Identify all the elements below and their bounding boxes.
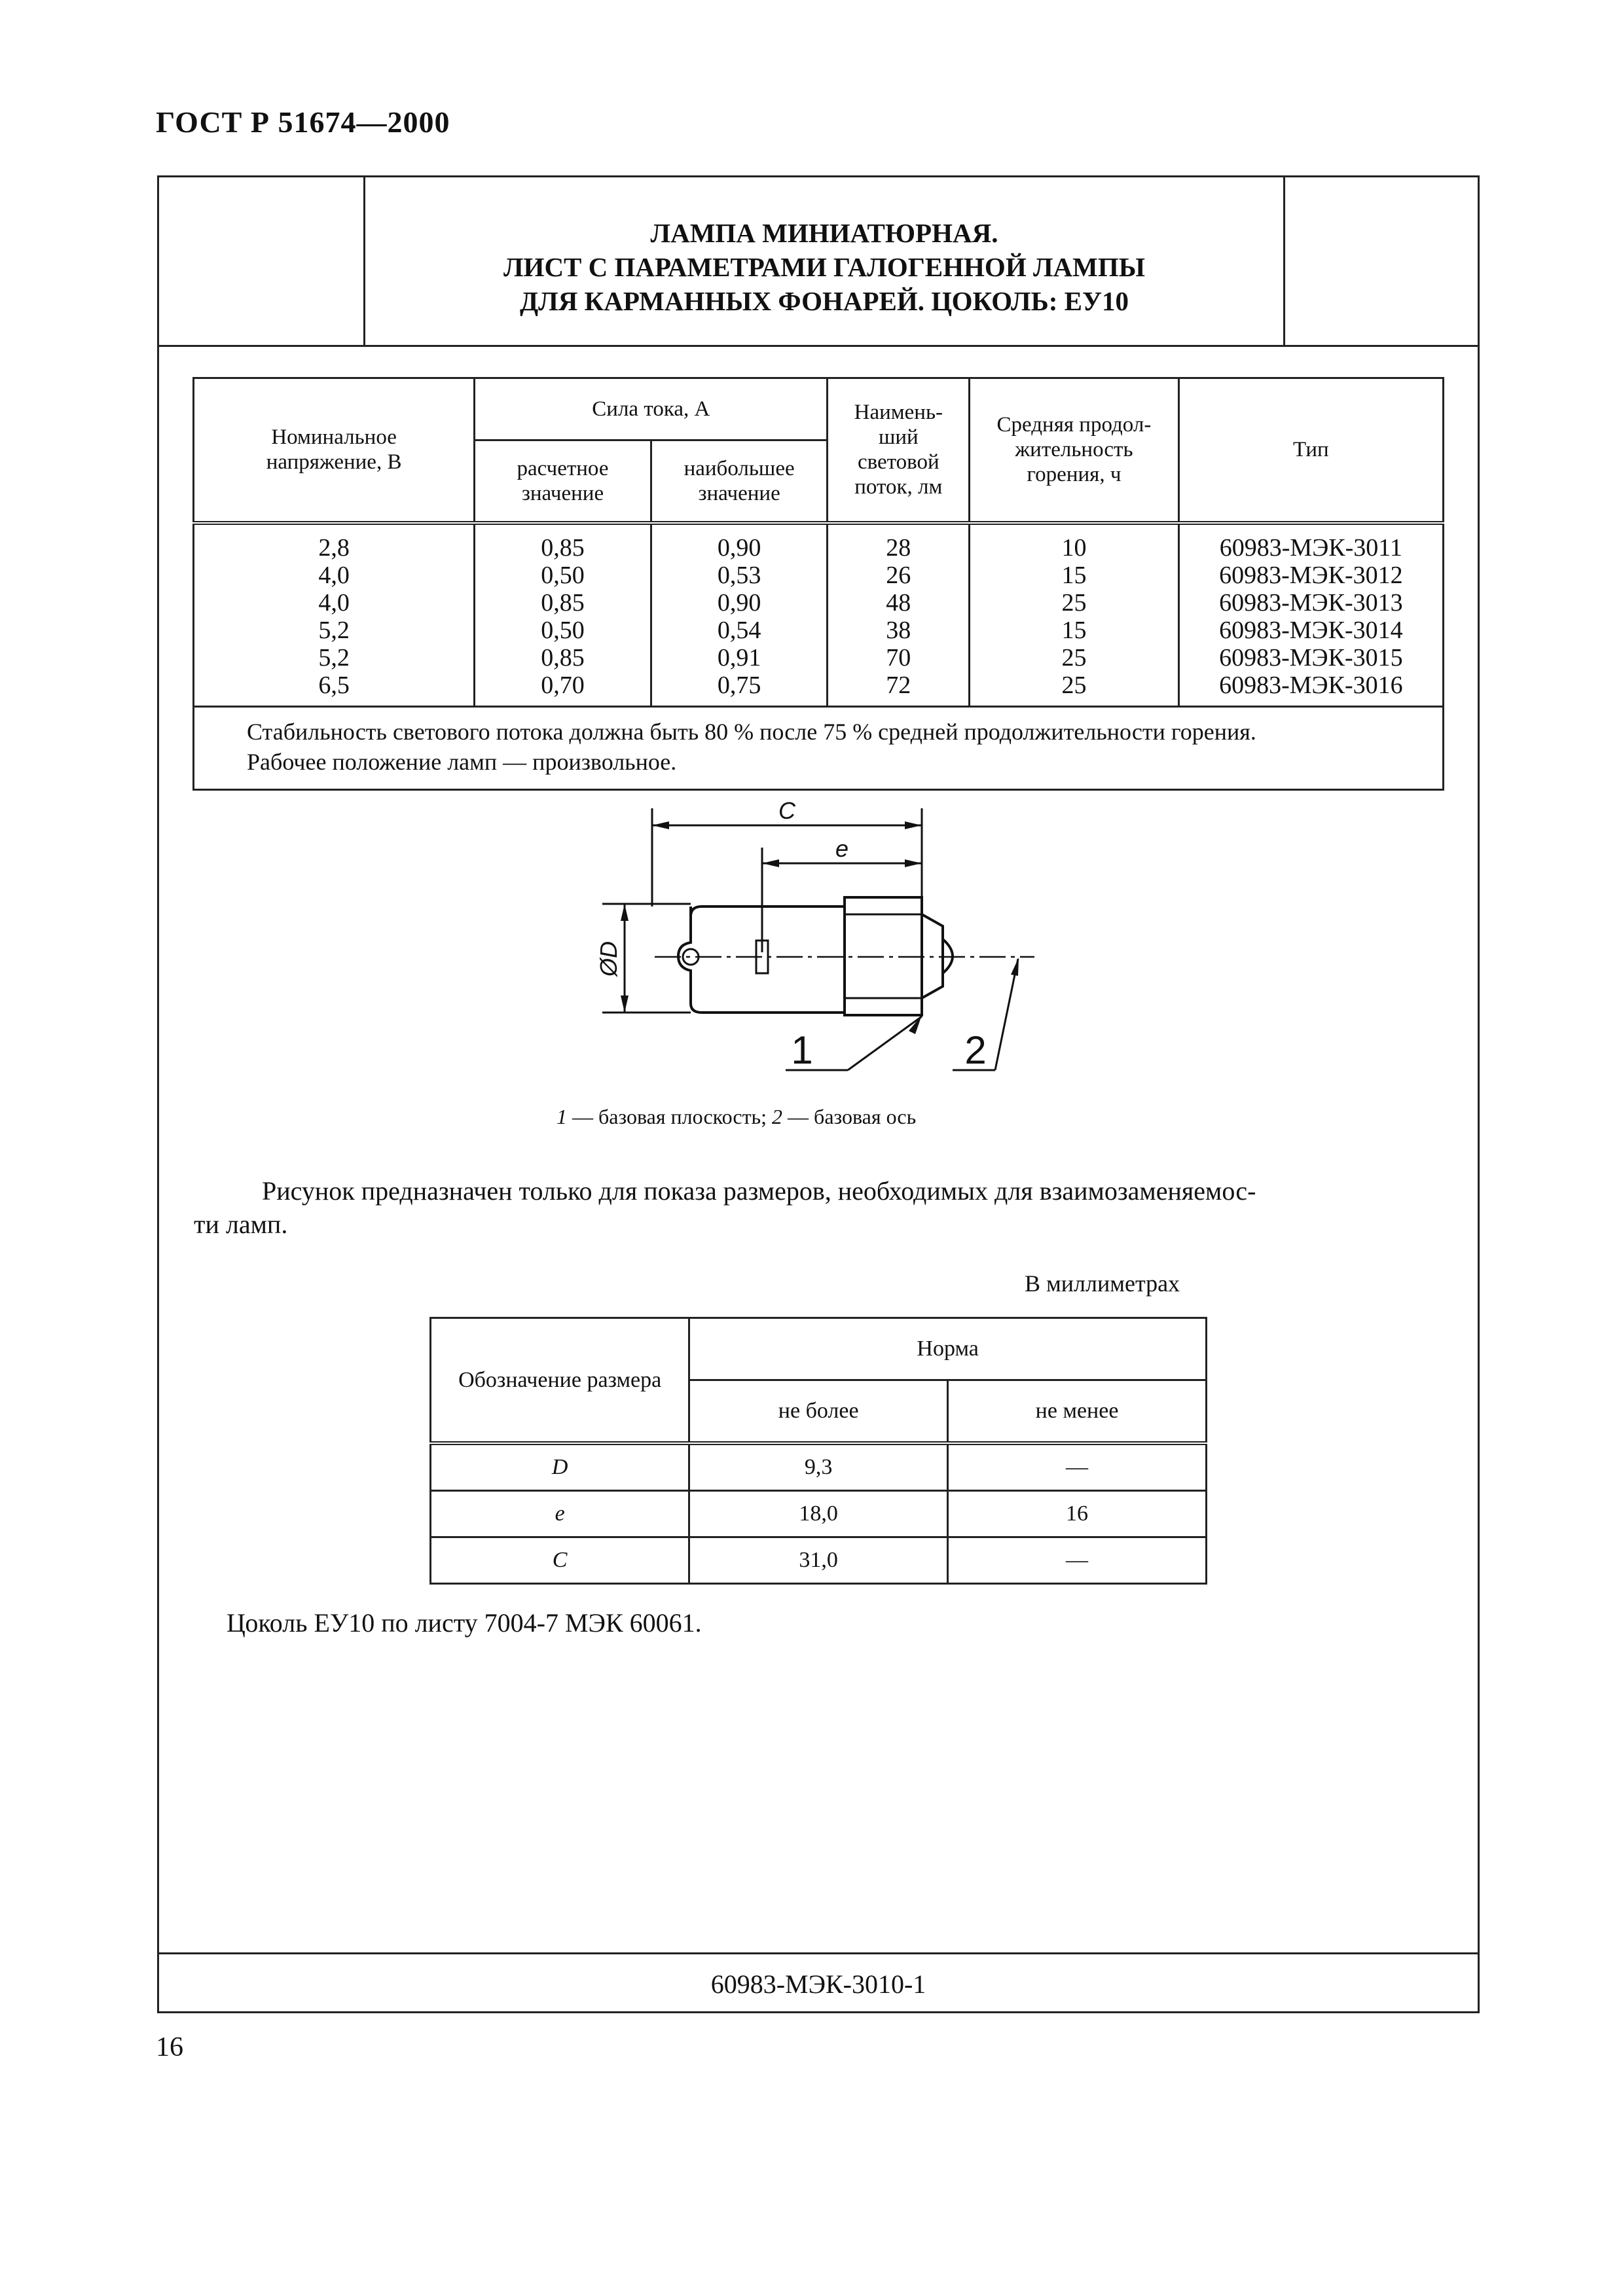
header-norm: Норма <box>689 1318 1207 1380</box>
col-flux: 28 26 48 38 70 72 <box>828 523 970 707</box>
page-number: 16 <box>156 2032 183 2062</box>
dimensions-table <box>429 1317 1207 1585</box>
lamp-drawing <box>576 802 1048 1103</box>
label-d: ØD <box>595 941 622 977</box>
header-voltage: Номинальное напряжение, В <box>194 378 475 523</box>
col-current-calc: 0,85 0,50 0,85 0,50 0,85 0,70 <box>475 523 651 707</box>
note-line-1: Стабильность светового потока должна быть 80 % после 75 % средней продолжительности горения. <box>247 718 1256 745</box>
header-current: Сила тока, А <box>475 378 828 440</box>
title-line-3: ДЛЯ КАРМАННЫХ ФОНАРЕЙ. ЦОКОЛЬ: ЕУ10 <box>519 286 1129 316</box>
dim-name: D <box>551 1455 568 1479</box>
table-row <box>431 1443 1207 1491</box>
parameters-table <box>192 377 1444 791</box>
dim-max: 31,0 <box>689 1537 948 1584</box>
leader-1 <box>848 1016 922 1070</box>
col-life: 10 15 25 15 25 25 <box>970 523 1179 707</box>
caption-text-1: — базовая плоскость; <box>567 1105 773 1128</box>
dim-max: 9,3 <box>689 1443 948 1491</box>
paragraph-line-2: ти ламп. <box>194 1210 288 1239</box>
footer-block <box>157 1952 1480 2013</box>
units-label: В миллиметрах <box>1025 1270 1180 1297</box>
caption-number-2: 2 <box>772 1105 783 1128</box>
sheet-title <box>365 216 1283 318</box>
caption-number-1: 1 <box>556 1105 567 1128</box>
table-row <box>431 1537 1207 1584</box>
paragraph-line-1: Рисунок предназначен только для показа размеров, необходимых для взаимозаменяемос- <box>262 1176 1256 1206</box>
col-type: 60983-МЭК-3011 60983-МЭК-3012 60983-МЭК-3013 60983-МЭК-3014 60983-МЭК-3015 60983-МЭК-3016 <box>1178 523 1443 707</box>
table-note <box>194 706 1444 789</box>
note-line-2: Рабочее положение ламп — произвольное. <box>247 748 677 775</box>
title-line-1: ЛАМПА МИНИАТЮРНАЯ. <box>650 218 998 248</box>
title-block <box>157 175 1480 347</box>
dim-max: 18,0 <box>689 1491 948 1537</box>
label-1: 1 <box>791 1028 813 1072</box>
dim-name: e <box>555 1501 565 1526</box>
figure-caption <box>556 1105 916 1129</box>
title-left-cell <box>157 175 365 345</box>
document-header: ГОСТ Р 51674—2000 <box>156 105 450 139</box>
label-2: 2 <box>964 1028 987 1072</box>
header-flux: Наимень- ший световой поток, лм <box>828 378 970 523</box>
title-right-cell <box>1283 175 1480 345</box>
header-min: не менее <box>948 1380 1207 1444</box>
header-current-calc: расчетное значение <box>475 440 651 523</box>
dim-min: — <box>948 1537 1207 1584</box>
header-max: не более <box>689 1380 948 1444</box>
header-type: Тип <box>1178 378 1443 523</box>
dim-name: C <box>552 1548 568 1572</box>
sheet-number: 60983-МЭК-3010-1 <box>710 1969 926 1999</box>
dim-min: — <box>948 1443 1207 1491</box>
col-current-max: 0,90 0,53 0,90 0,54 0,91 0,75 <box>651 523 828 707</box>
leader-2 <box>995 959 1018 1070</box>
socket-note: Цоколь ЕУ10 по листу 7004-7 МЭК 60061. <box>227 1608 702 1638</box>
dim-min: 16 <box>948 1491 1207 1537</box>
label-c: C <box>778 802 795 824</box>
header-designation: Обозначение размера <box>431 1318 689 1444</box>
header-current-max: наибольшее значение <box>651 440 828 523</box>
caption-text-2: — базовая ось <box>782 1105 917 1128</box>
col-voltage: 2,8 4,0 4,0 5,2 5,2 6,5 <box>194 523 475 707</box>
table-row <box>431 1491 1207 1537</box>
label-e: e <box>835 835 849 862</box>
header-life: Средняя продол- жительность горения, ч <box>970 378 1179 523</box>
title-line-2: ЛИСТ С ПАРАМЕТРАМИ ГАЛОГЕННОЙ ЛАМПЫ <box>503 252 1145 282</box>
